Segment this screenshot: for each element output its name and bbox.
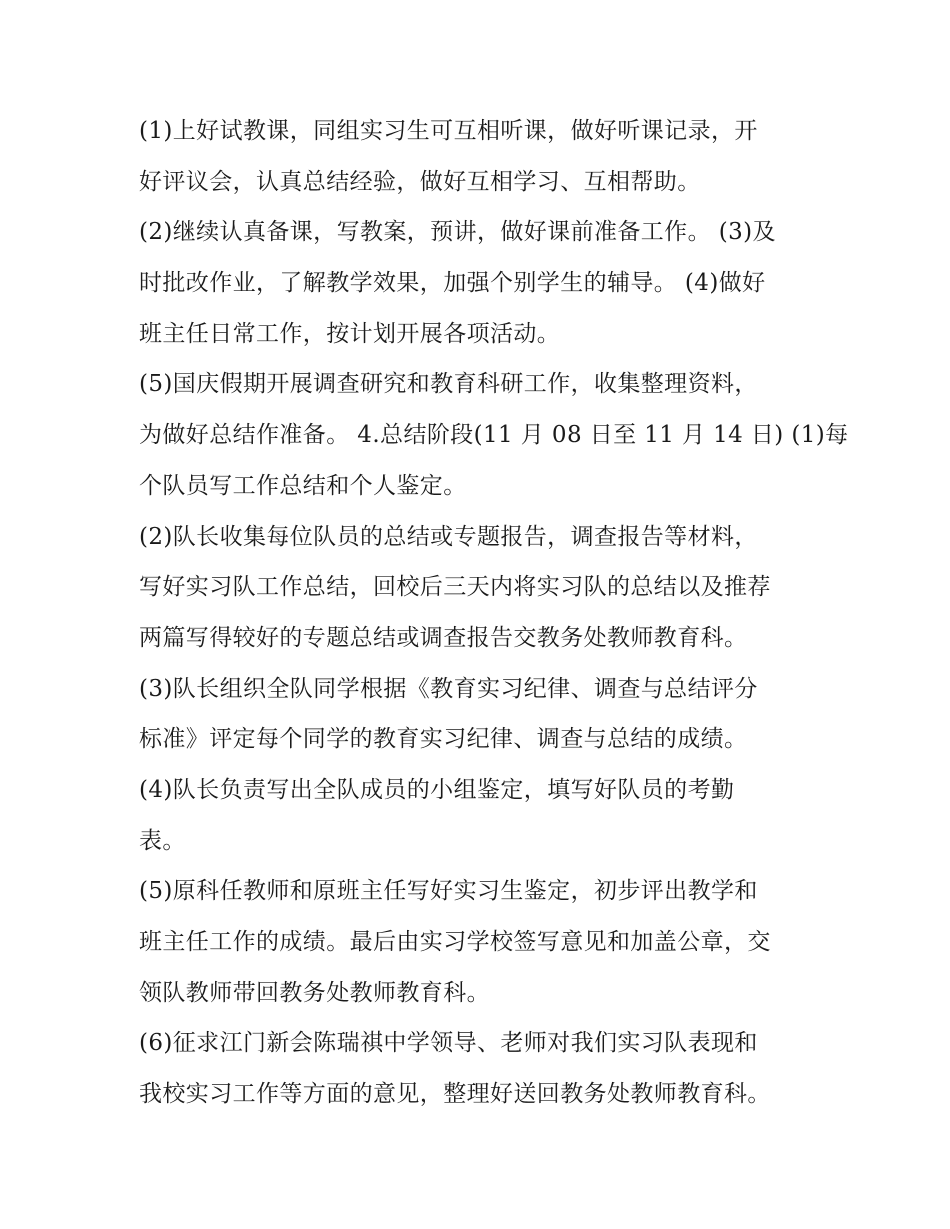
text-line: (3)队长组织全队同学根据《教育实习纪律、调查与总结评分 bbox=[139, 675, 758, 702]
text-line: (1)上好试教课，同组实习生可互相听课，做好听课记录，开 bbox=[139, 118, 758, 144]
text-line: (2)队长收集每位队员的总结或专题报告，调查报告等材料， bbox=[139, 523, 758, 550]
text-line: (5)原科任教师和原班主任写好实习生鉴定，初步评出教学和 bbox=[139, 878, 758, 905]
text-line: 为做好总结作准备。 4.总结阶段(11 月 08 日至 11 月 14 日) (1)每 bbox=[139, 422, 849, 449]
text-line: (2)继续认真备课，写教案，预讲，做好课前准备工作。 (3)及 bbox=[139, 219, 776, 246]
text-line: 两篇写得较好的专题总结或调查报告交教务处教师教育科。 bbox=[139, 624, 748, 651]
text-line: 时批改作业，了解教学效果，加强个别学生的辅导。 (4)做好 bbox=[139, 270, 766, 297]
text-line: (5)国庆假期开展调查研究和教育科研工作，收集整理资料， bbox=[139, 371, 758, 398]
text-line: 班主任日常工作，按计划开展各项活动。 bbox=[139, 320, 561, 347]
text-line: 好评议会，认真总结经验，做好互相学习、互相帮助。 bbox=[139, 168, 701, 195]
text-line: 个队员写工作总结和个人鉴定。 bbox=[139, 472, 467, 499]
text-line: 表。 bbox=[139, 827, 186, 854]
body-text bbox=[139, 106, 849, 1120]
text-line: 班主任工作的成绩。最后由实习学校签写意见和加盖公章，交 bbox=[139, 929, 771, 955]
text-line: 写好实习队工作总结，回校后三天内将实习队的总结以及推荐 bbox=[139, 574, 771, 601]
text-line: 领队教师带回教务处教师教育科。 bbox=[139, 979, 490, 1006]
text-line: (6)征求江门新会陈瑞祺中学领导、老师对我们实习队表现和 bbox=[139, 1030, 758, 1057]
text-line: (4)队长负责写出全队成员的小组鉴定，填写好队员的考勤 bbox=[139, 776, 735, 803]
text-line: 标准》评定每个同学的教育实习纪律、调查与总结的成绩。 bbox=[139, 726, 748, 753]
text-line: 我校实习工作等方面的意见，整理好送回教务处教师教育科。 bbox=[139, 1081, 771, 1108]
